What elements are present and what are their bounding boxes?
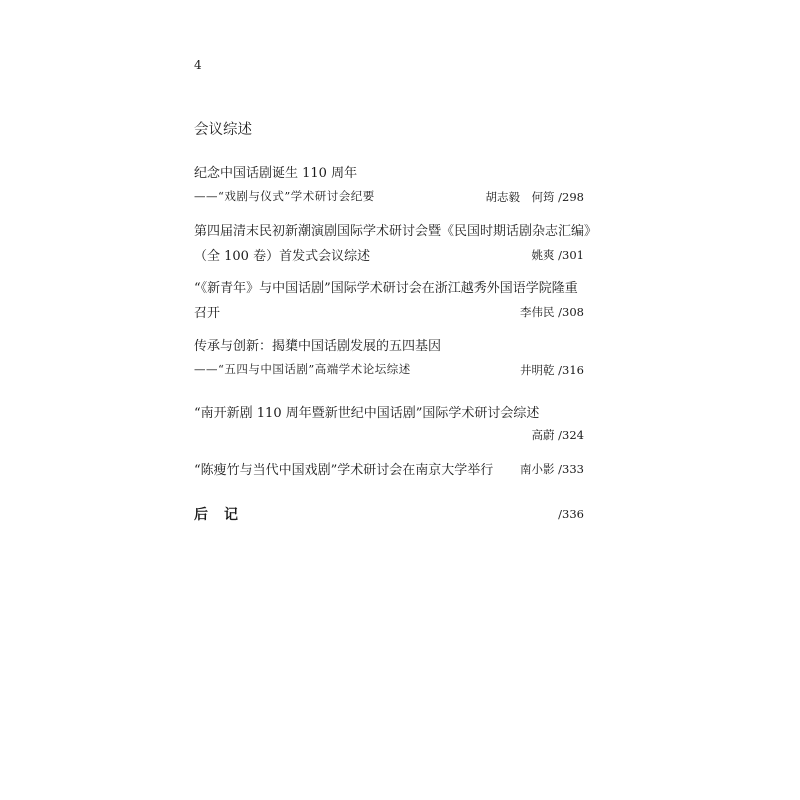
toc-entry-author-page: 胡志毅 何筠 /298 bbox=[485, 190, 584, 204]
toc-entry-title: 第四届清末民初新潮演剧国际学术研讨会暨《民国时期话剧杂志汇编》 bbox=[194, 224, 598, 239]
toc-entry-title: “南开新剧 110 周年暨新世纪中国话剧”国际学术研讨会综述 bbox=[194, 406, 540, 421]
toc-entry-author-page: 姚爽 /301 bbox=[531, 248, 584, 262]
afterword-page-number: /336 bbox=[558, 507, 584, 521]
section-title: 会议综述 bbox=[194, 122, 252, 138]
toc-entry-title: 传承与创新：揭橥中国话剧发展的五四基因 bbox=[194, 339, 442, 354]
toc-entry-author-page: 井明乾 /316 bbox=[520, 363, 584, 377]
page-number: 4 bbox=[194, 58, 202, 72]
toc-entry-subtitle: ——“戏剧与仪式”学术研讨会纪要 bbox=[194, 189, 375, 203]
toc-entry-author-page: 李伟民 /308 bbox=[520, 305, 584, 319]
toc-entry-title: “陈瘦竹与当代中国戏剧”学术研讨会在南京大学举行 bbox=[194, 463, 494, 478]
afterword-title: 后记 bbox=[194, 507, 254, 523]
toc-entry-author-page: 南小影 /333 bbox=[520, 462, 584, 476]
toc-entry-title: 纪念中国话剧诞生 110 周年 bbox=[194, 166, 358, 181]
toc-entry-title: “《新青年》与中国话剧”国际学术研讨会在浙江越秀外国语学院隆重 bbox=[194, 281, 578, 296]
toc-entry-title-continued: 召开 bbox=[194, 306, 221, 321]
toc-entry-author-page: 高蔚 /324 bbox=[531, 428, 584, 442]
toc-entry-subtitle: ——“五四与中国话剧”高端学术论坛综述 bbox=[194, 362, 411, 376]
toc-entry-title-continued: （全 100 卷）首发式会议综述 bbox=[194, 249, 371, 264]
